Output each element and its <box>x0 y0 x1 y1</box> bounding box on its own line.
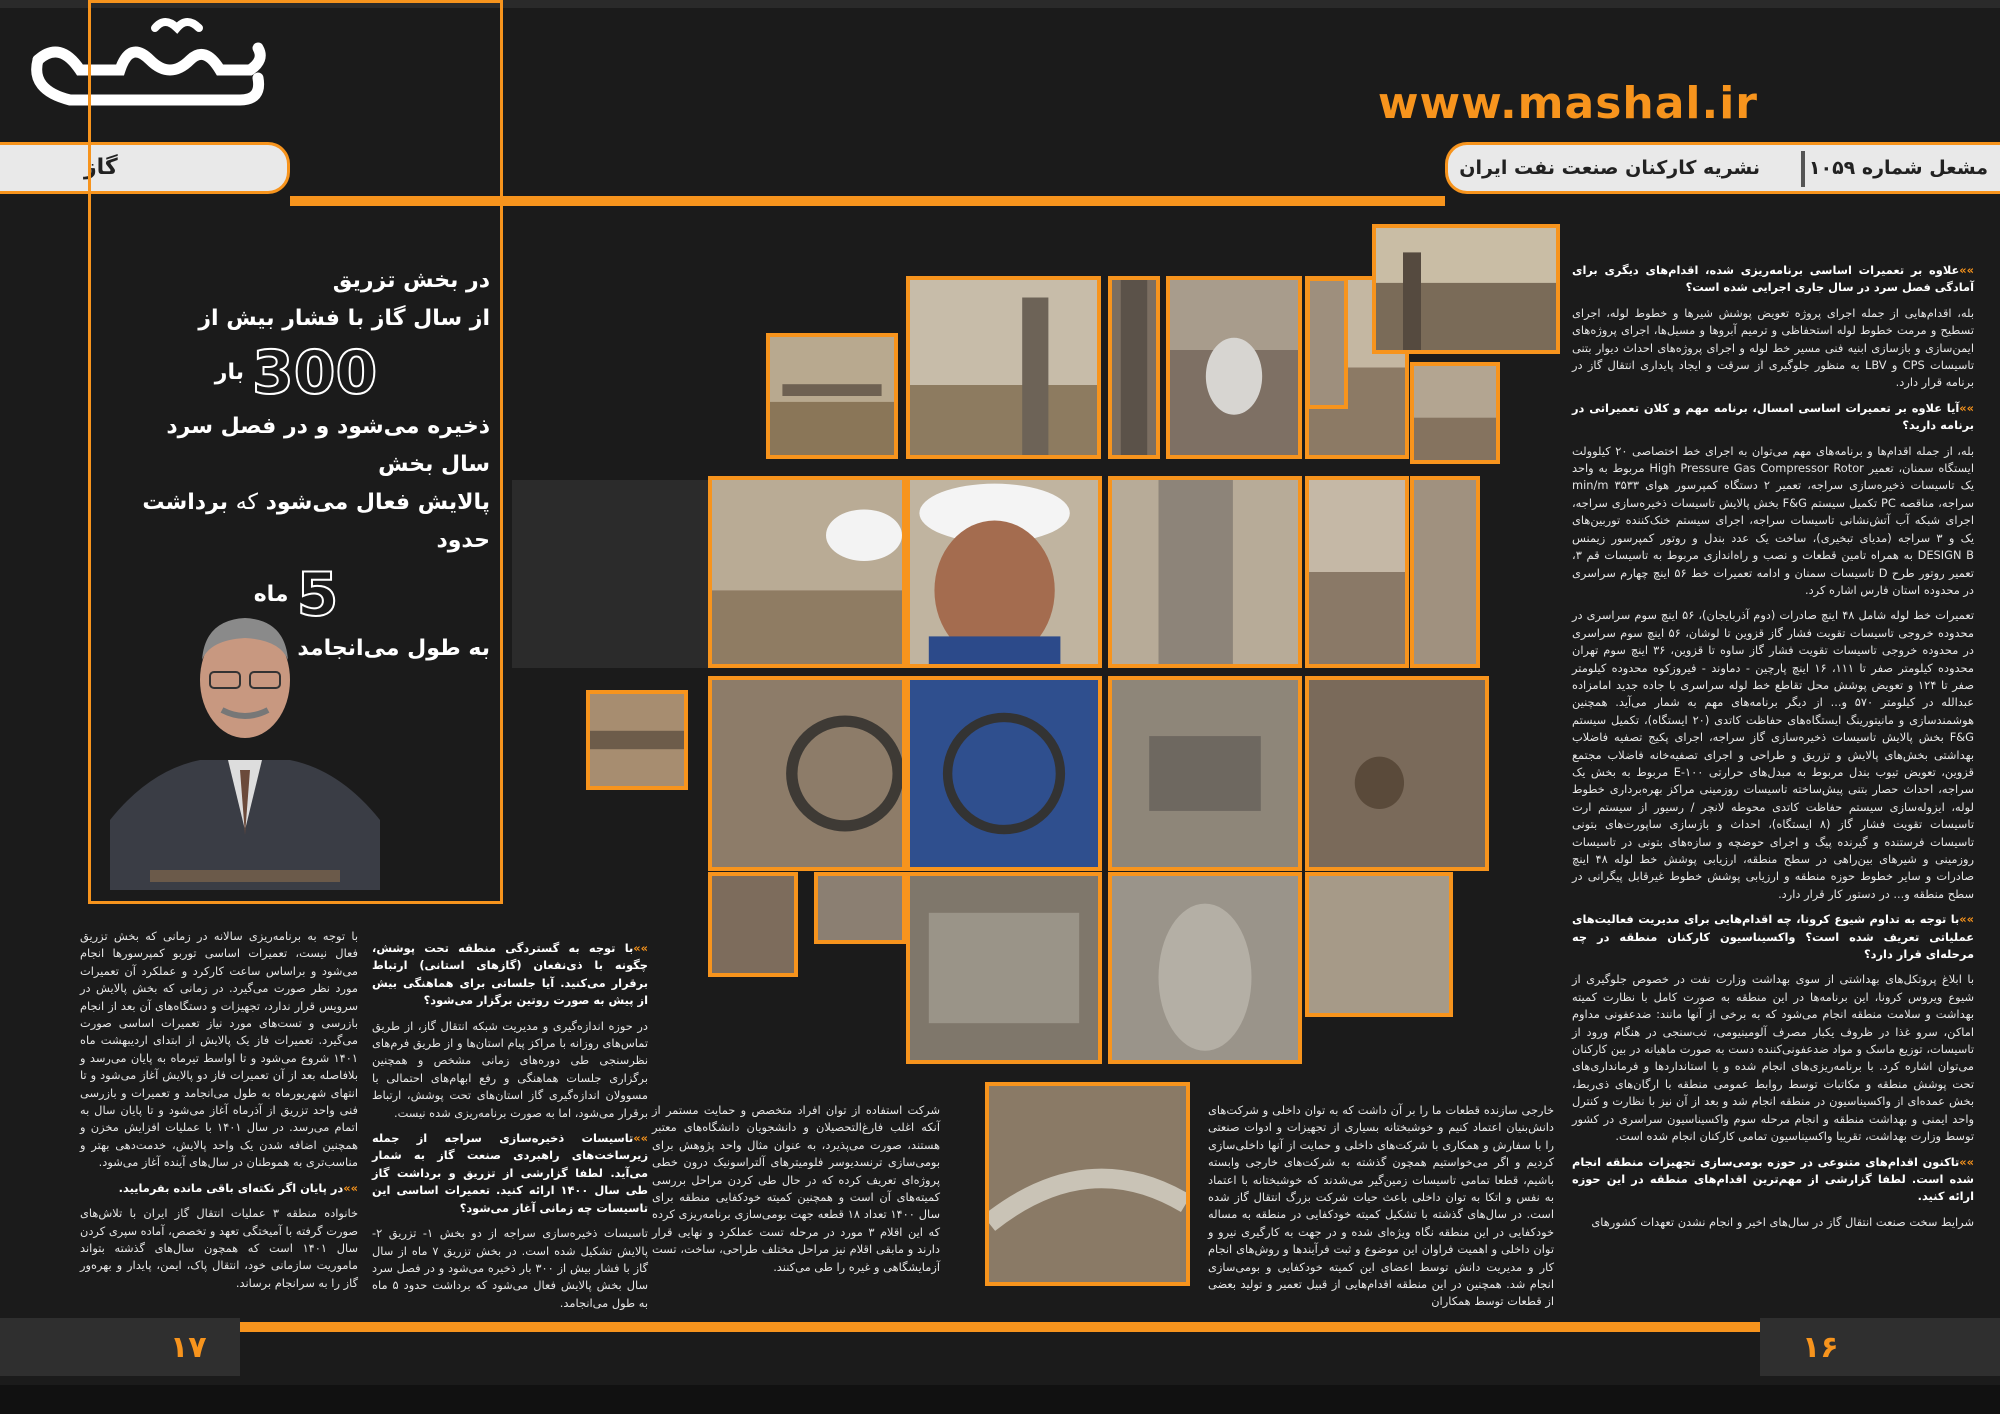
photo-tile-6 <box>1372 224 1560 354</box>
photo-tile-17 <box>906 872 1102 1064</box>
photo-tile-4 <box>1166 276 1302 459</box>
photo-tile-13 <box>708 676 906 871</box>
photo-tile-pipe <box>1108 476 1302 668</box>
photo-tile-3 <box>1108 276 1160 459</box>
pull-quote-line3: ذخیره می‌شود و در فصل سرد سال بخش <box>166 414 490 477</box>
photo-tile-8 <box>1410 362 1500 464</box>
answer-6: در حوزه اندازه‌گیری و مدیریت شبکه انتقال گاز، از طریق تماس‌های روزانه با مراکز پیام استان‌ها و از طریق فرم‌های نظرسنجی طی دوره‌های زمانی مشخص و همچنین برگزاری جلسات هماهنگی و رفع ابهام‌های احتمالی با مسوولان اندازه‌گیری گاز استان‌های تحت پوشش، ارتباط برقرار می‌شود، اما به صورت برنامه‌ریزی شده نیست. <box>372 1018 648 1120</box>
page-number-left-box <box>0 1318 240 1376</box>
issue-header <box>1445 142 2000 194</box>
article-column-2 <box>1208 1102 1554 1309</box>
pull-quote-unit-month: ماه <box>253 582 289 607</box>
photo-tile-valve <box>1108 676 1302 871</box>
photo-tile-15 <box>708 872 798 977</box>
bottom-band <box>0 1385 2000 1414</box>
issue-number: مشعل شماره ۱۰۵۹ <box>1808 157 1988 179</box>
answer-4: با ابلاغ پروتکل‌های بهداشتی از سوی بهداشت وزارت نفت در خصوص جلوگیری از شیوع ویروس کرونا، این برنامه‌ها در این منطقه به صورت کامل با نظارت کمیته بهداشت و سلامت منطقه انجام می‌شود که به برخی از آنها مانند: ضدعفونی مداوم اماکن، سرو غذا در ظروف یکبار مصرف آلومینیومی، تب‌سنجی در هنگام ورود از تاسیسات، توزیع ماسک و مواد ضدعفونی‌کننده دست به صورت ماهیانه در بین کارکنان می‌توان اشاره کرد. با برنامه‌ریزی‌های انجام شده و با استانداردها و فرمانداری‌های تحت پوشش منطقه و مکاتبات توسط روابط عمومی منطقه با ارگان‌های ذی‌ربط، بخش عمده‌ای از واکسیناسیون در منطقه انجام شد و بعد از آن نیز با نظارت و کنترل واحد ایمنی و بهداشت منطقه و انجام مرحله سوم واکسیناسیون سراسری در کشور توسط وزارت بهداشت، تقریبا واکسیناسیون تمامی کارکنان انجام شده است. <box>1572 972 1974 1144</box>
answer-7: تاسیسات ذخیره‌سازی سراجه از دو بخش ۱- تزریق ۲- پالایش تشکیل شده است. در بخش تزریق ۷ ماه از سال گاز با فشار بیش از ۳۰۰ بار ذخیره می‌شود و در فصل سرد سال بخش پالایش فعال می‌شود که برداشت حدود ۵ ماه به طول می‌انجامد. <box>372 1226 649 1310</box>
answer-8: با توجه به برنامه‌ریزی سالانه در زمانی که بخش تزریق فعال نیست، تعمیرات اساسی توربو کمپرسورها انجام می‌شود و براساس ساعت کارکرد و عملکرد آن تعمیرات مورد نظر صورت می‌گیرد. در زمانی که بخش پالایش در سرویس قرار ندارد، تجهیزات و دستگاه‌های آن بعد از انجام بازرسی و تست‌های مورد نیاز تعمیرات اساسی صورت می‌گیرد. تعمیرات فاز یک پالایش از ابتدای اردیبهشت ماه ۱۴۰۱ شروع می‌شود و تا اواسط تیرماه به پایان می‌رسد و بلافاصله بعد از آن تعمیرات فاز دو پالایش آغاز می‌شود و تا انتهای شهریورماه به طول می‌انجامد و تعمیرات و بازرسی فنی واحد تزریق از آذرماه آغاز می‌شود و تا پایان سال به اتمام می‌رسد. در سال ۱۴۰۱ با عملیات افزایش مخزن و همچنین اضافه شدن یک واحد پالایش، خدمت‌دهی بهتر و مناسب‌تری به هموطنان در سال‌های آینده آغاز می‌شود. <box>80 929 359 1170</box>
photo-tile-12 <box>586 690 688 790</box>
article-column-3 <box>652 1102 940 1282</box>
photo-tile-2 <box>906 276 1101 459</box>
pull-quote-line4b: که <box>235 490 258 515</box>
logo-text: مشعل <box>0 0 3 1</box>
photo-tile-14 <box>1305 676 1489 871</box>
column-3-text: شرکت استفاده از توان افراد متخصص و حمایت مستمر از آنکه اغلب فارغ‌التحصیلان و دانشجویان دانشگاه‌های معتبر هستند، صورت می‌پذیرد، به عنوان مثال واحد پژوهش برای بومی‌سازی ترنسدیوسر فلومیترهای آلتراسونیک درون خطی پروژه‌ای تعریف کرده که در حال طی کردن مراحل بررسی کمیته‌های آن است و همچنین کمیته خودکفایی منطقه برای سال ۱۴۰۰ تعداد ۱۸ قطعه جهت بومی‌سازی برنامه‌ریزی کرده که این اقلام ۳ مورد در مرحله تست عملکرد و نهایی قرار دارند و مابقی اقلام نیز مراحل مختلف طراحی، ساخت، تست آزمایشگاهی و غیره را طی می‌کنند. <box>652 1103 941 1274</box>
website-url[interactable]: www.mashal.ir <box>1377 78 1758 129</box>
photo-tile-11 <box>1410 476 1480 668</box>
pull-quote-line1: در بخش تزریق <box>332 268 490 293</box>
answer-1: بله، اقدام‌هایی از جمله اجرای پروژه تعویض پوشش شیرها و خطوط لوله، اجرای تسطیح و مرمت خطوط لوله استحفاظی و ترمیم آبروها و مسیل‌ها، اجرای پروژه‌های ایمن‌سازی و بازسازی ابنیه فنی مسیر خط لوله و اجرای پروژه‌های احداث دیوار بتنی تاسیسات CPS و LBV به منظور جلوگیری از سرقت و ایجاد پایداری انتقال گاز در برنامه قرار دارد. <box>1572 305 1975 390</box>
interviewee-portrait <box>110 600 380 890</box>
question-3: »» با توجه به تداوم شیوع کرونا، چه اقدام‌هایی برای مدیریت فعالیت‌های عملیاتی تعریف شده است؟ واکسیناسیون کارکنان منطقه در چه مرحله‌ای قرار دارد؟ <box>1572 911 1974 963</box>
footer-rule <box>0 1322 2000 1332</box>
photo-tile-19 <box>1305 872 1453 1017</box>
photo-tile-1 <box>766 333 898 459</box>
page-number-right-box <box>1760 1318 2000 1376</box>
pull-quote-number-300: 300 <box>251 338 378 408</box>
article-column-4 <box>372 940 649 1310</box>
question-6: »» تاسیسات ذخیره‌سازی سراجه از جمله زیرساخت‌های راهبردی صنعت گاز به شمار می‌آید. لطفا گزارشی از تزریق و برداشت گاز طی سال ۱۴۰۰ ارائه کنید. تعمیرات اساسی این تاسیسات چه زمانی آغاز می‌شود؟ <box>372 1130 648 1217</box>
publisher-name: نشریه کارکنان صنعت نفت ایران <box>1459 157 1760 179</box>
photo-tile-7 <box>1306 277 1348 409</box>
answer-3: تعمیرات خط لوله شامل ۴۸ اینچ صادرات (دوم آذربایجان)، ۵۶ اینچ سوم سراسری در محدوده خروجی تاسیسات تقویت فشار گاز قزوین تا لوشان، ۵۶ اینچ سوم سراسری در محدوده خروجی تاسیسات تقویت فشار گاز ساوه تا قزوین، ۳۶ اینچ سوم تهران محدوده کیلومتر صفر تا ۱۱۱، ۱۶ اینچ پارچین - دماوند - فیروزکوه محدوده کیلومتر صفر تا ۱۲۴ و تعویض پوشش محل تقاطع خط لوله سراسری با جاده جدید امامزاده عبدالله در کیلومتر ۵۷۰ و... از دیگر برنامه‌های مهم به شمار می‌آید. همچنین هوشمندسازی و مانیتورینگ ایستگاه‌های حفاظت کاتدی (۲۰ ایستگاه)، تکمیل سیستم F&G بخش پالایش تاسیسات ذخیره‌سازی گاز سراجه، اجرای پکیج تصفیه فاضلاب بهداشتی بخش‌های پالایش و تزریق و طراحی و اجرای تصفیه‌خانه فاضلاب مجتمع قزوین، تعویض تیوب بندل مربوط به مبدل‌های حرارتی E-۱۰۰ مربوط به بخش یک سراجه، احداث حصار بتنی پیش‌ساخته تاسیسات روزمینی مراکز بهره‌برداری خطوط لوله، ایزوله‌سازی سیستم حفاظت کاتدی محوطه لانچر / رسیور از سیستم ارت تاسیسات تقویت فشار گاز (۸ ایستگاه)، احداث و بازسازی ساپورت‌های بتونی تاسیسات فرستنده و گیرنده پیگ و اجرای حوضچه و سازه‌های بتونی در تاسیسات روزمینی و شیرهای بین‌راهی در سطح منطقه، ارزیابی پوشش خط لوله ۴۸ اینچ صادرات و سایر خطوط حوزه منطقه و ارزیابی پوشش خطوط غیرقابل پیگرانی در سطح منطقه و... در دستور کار قرار دارد. <box>1572 608 1974 901</box>
pull-quote-line2: از سال گاز با فشار بیش از <box>198 306 490 331</box>
photo-tile-grey <box>512 480 710 668</box>
photo-tile-20 <box>985 1082 1190 1286</box>
column-2-text: خارجی سازنده قطعات ما را بر آن داشت که به توان داخلی و شرکت‌های دانش‌بنیان اعتماد کنیم و خوشبختانه بسیاری از تجهیزات و ادوات صنعتی را با سفارش و همکاری با شرکت‌های داخلی و حمایت از آنها داخلی‌سازی کردیم و اگر می‌خواستیم همچون گذشته به شرکت‌های خارجی وابسته باشیم، قطعا تمامی تاسیسات زمین‌گیر می‌شدند که خوشبختانه با اعتماد به نفس و اتکا به توان داخلی باعث حیات شرکت بزرگ انتقال گاز شده است. در سال‌های گذشته با تشکیل کمیته خودکفایی در منطقه به مساله خودکفایی در این منطقه نگاه ویژه‌ای شده و در جهت به کارگیری نیرو و توان داخلی و اهمیت فراوان این موضوع و ثبت فرآیندها و روش‌های انجام کار و مدیریت دانش توسط اعضای این کمیته خودکفایی و بومی‌سازی انجام شد. همچنین در این منطقه اقدام‌هایی از قبیل تعمیر و تولید بعضی از قطعات توسط همکاران <box>1208 1103 1554 1309</box>
question-4: »» تاکنون اقدام‌های متنوعی در حوزه بومی‌سازی تجهیزات منطقه انجام شده است. لطفا گزارشی از مهم‌ترین اقدام‌های منطقه در این حوزه ارائه کنید. <box>1572 1154 1974 1206</box>
photo-tile-worker-face <box>906 476 1102 668</box>
photo-tile-worker-hands <box>906 676 1102 871</box>
section-label: گاز <box>84 155 118 180</box>
answer-5: شرایط سخت صنعت انتقال گاز در سال‌های اخیر و انجام نشدن تعهدات کشورهای <box>1591 1214 1974 1229</box>
article-column-5 <box>80 928 359 1290</box>
page-number-right: ۱۶ <box>1802 1330 1839 1365</box>
question-2: »» آیا علاوه بر تعمیرات اساسی امسال، برنامه مهم و کلان تعمیراتی در برنامه دارید؟ <box>1572 400 1974 435</box>
photo-tile-16 <box>814 872 906 944</box>
pull-quote-line4a: پالایش فعال می‌شود <box>265 490 490 515</box>
question-7: »» در پایان اگر نکته‌ای باقی مانده بفرمایید. <box>80 1180 358 1197</box>
pull-quote-unit-bar: بار <box>214 360 244 385</box>
page-number-left: ۱۷ <box>170 1330 207 1365</box>
answer-9: خانواده منطقه ۳ عملیات انتقال گاز ایران با تلاش‌های صورت گرفته با آمیختگی تعهد و تخصص، آماده سپری کردن سال ۱۴۰۱ است که همچون سال‌های گذشته بتواند ماموریت سازمانی خود، انتقال پاک، ایمن، پایدار و بهره‌ور گاز را به سرانجام برساند. <box>80 1206 358 1290</box>
photo-tile-10 <box>1305 476 1409 668</box>
photo-tile-9 <box>708 476 906 668</box>
photo-tile-18 <box>1108 872 1302 1064</box>
header-divider <box>1801 151 1805 187</box>
pull-quote-line5: به طول می‌انجامد <box>297 636 490 661</box>
pull-quote-number-5: 5 <box>296 560 339 630</box>
question-1: »» علاوه بر تعمیرات اساسی برنامه‌ریزی شده، اقدام‌های دیگری برای آمادگی فصل سرد در سال جاری اجرایی شده است؟ <box>1572 262 1974 297</box>
answer-2: بله، از جمله اقدام‌ها و برنامه‌های مهم می‌توان به اجرای خط اختصاصی ۲۰ کیلوولت ایستگاه سمنان، تعمیر High Pressure Gas Compressor Rotor مربوط به واحد یک تاسیسات ذخیره‌سازی سراجه، تعمیر ۲ دستگاه کمپرسور هوای ۳۵۳۳ min/m سراجه، مناقصه PC تکمیل سیستم F&G بخش پالایش تاسیسات ذخیره‌سازی سراجه، اجرای شبکه آب آتش‌نشانی تاسیسات سراجه، اجرای سیستم خنک‌کننده توربین‌های یک و ۳ سراجه (مدیای تبخیری)، ساخت یک عدد بندل و روتور کمپرسور زیمنس DESIGN B به همراه تامین قطعات و نصب و راه‌اندازی مربوط به تاسیسات قم ۳، تعمیر روتور طرح D تاسیسات سمنان و ادامه تعمیرات خط ۵۶ اینچ چهارم سراسری در محدوده استان فارس اشاره کرد. <box>1572 443 1975 597</box>
article-column-1 <box>1572 262 1974 1282</box>
pull-quote-line4c: برداشت حدود <box>142 490 490 553</box>
question-5: »» با توجه به گستردگی منطقه تحت پوشش، چگونه با ذی‌نفعان (گازهای استانی) ارتباط برقرار می‌کنید. آیا جلساتی برای هماهنگی بیش از پیش به صورت روتین برگزار می‌شود؟ <box>372 940 648 1010</box>
